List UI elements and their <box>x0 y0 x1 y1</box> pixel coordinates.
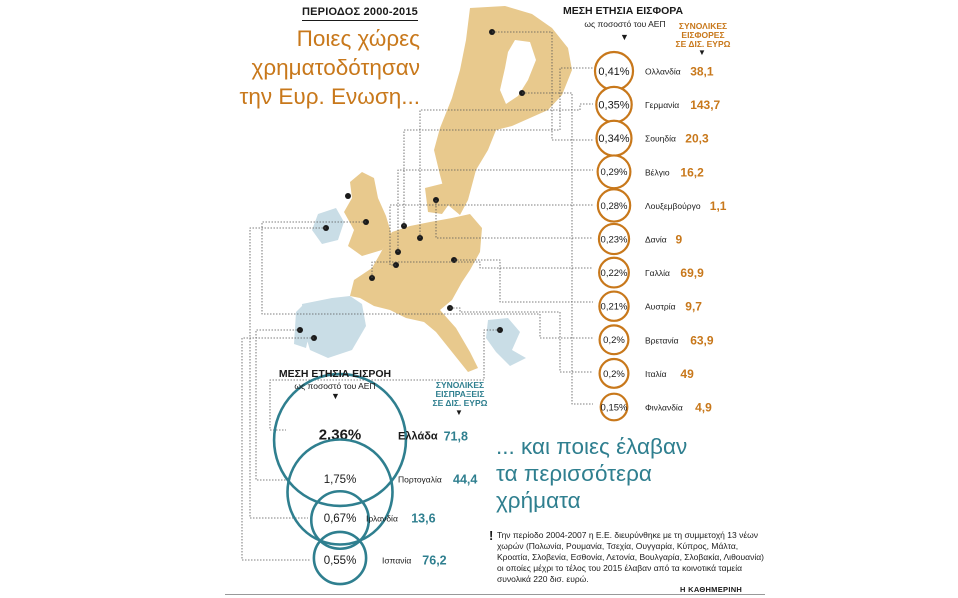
contrib-row <box>595 52 714 90</box>
contrib-row <box>596 87 720 122</box>
contrib-row <box>598 155 704 188</box>
recv-subheader: ως ποσοστό του ΑΕΠ <box>294 381 376 391</box>
footer-divider <box>225 594 765 595</box>
recipients-title <box>496 433 756 514</box>
contrib-total-label: 1,1 <box>709 198 727 213</box>
recv-pct-label: 2,36% <box>318 426 362 444</box>
contrib-pct-label: 0,22% <box>600 268 628 280</box>
recv-pct-label: 1,75% <box>323 474 357 487</box>
contrib-total-label: 9,7 <box>685 299 702 314</box>
period-label: ΠΕΡΙΟΔΟΣ 2000-2015 <box>302 6 418 21</box>
contrib-row <box>599 224 683 254</box>
contrib-country-label: Λουξεμβούργο <box>645 200 701 211</box>
contrib-country-label: Βρετανία <box>645 335 679 346</box>
contrib-total-label: 38,1 <box>690 64 714 79</box>
map-greece <box>486 318 526 366</box>
dot-sweden2 <box>345 193 351 199</box>
contributors-title-line: χρηματοδότησαν <box>251 55 420 80</box>
map-uk <box>344 172 392 256</box>
recv-total-header-line: ΕΙΣΠΡΑΞΕΙΣ <box>435 389 485 399</box>
contrib-country-label: Ιταλία <box>645 368 667 379</box>
contrib-total-label: 143,7 <box>690 98 721 113</box>
contrib-country-label: Σουηδία <box>645 133 676 144</box>
recipients-title-line: ... και ποιες έλαβαν <box>496 434 688 459</box>
contrib-pct-label: 0,29% <box>600 167 628 179</box>
contrib-row <box>597 121 709 156</box>
contrib-total-label: 9 <box>675 232 683 247</box>
recipients-title-line: χρήματα <box>496 488 581 513</box>
contrib-total-header-line: ΣΕ ΔΙΣ. ΕΥΡΩ <box>675 39 731 49</box>
contrib-country-label: Γαλλία <box>645 268 670 279</box>
contrib-row <box>599 258 704 288</box>
contrib-total-label: 63,9 <box>690 333 714 348</box>
recv-row <box>311 491 435 548</box>
recv-total-header-line: ΣΕ ΔΙΣ. ΕΥΡΩ <box>432 398 488 408</box>
contrib-total-label: 69,9 <box>680 266 704 281</box>
contrib-country-label: Αυστρία <box>645 301 676 312</box>
contrib-country-label: Δανία <box>645 234 667 245</box>
recv-total-header-line: ΣΥΝΟΛΙΚΕΣ <box>435 380 485 390</box>
recv-pct-label: 0,55% <box>323 555 357 568</box>
contrib-country-label: Ολλανδία <box>645 66 681 77</box>
contrib-row <box>600 359 694 388</box>
note-mark: ! <box>489 528 494 543</box>
contrib-pct-label: 0,15% <box>600 402 628 414</box>
contrib-total-arrow-icon: ▼ <box>698 48 706 57</box>
contrib-total-label: 4,9 <box>695 400 712 415</box>
contrib-country-label: Βέλγιο <box>645 167 670 178</box>
contrib-pct-label: 0,41% <box>598 65 630 78</box>
recipients-title-line: τα περισσότερα <box>496 461 652 486</box>
recv-total-label: 13,6 <box>411 511 436 526</box>
contrib-total-header <box>668 22 738 49</box>
contrib-pct-label: 0,34% <box>598 133 630 146</box>
contrib-total-header-line: ΣΥΝΟΛΙΚΕΣ <box>678 21 728 31</box>
recv-total-arrow-icon: ▼ <box>455 408 463 417</box>
recv-arrow-icon: ▼ <box>331 391 340 401</box>
contrib-row <box>600 325 714 354</box>
contributors-title-line: την Ευρ. Ενωση... <box>239 84 420 109</box>
contrib-row <box>598 189 727 221</box>
contrib-pct-label: 0,35% <box>598 99 630 112</box>
contrib-total-header-line: ΕΙΣΦΟΡΕΣ <box>681 30 725 40</box>
recv-country-label: Ιρλανδία <box>366 513 398 524</box>
recv-total-label: 76,2 <box>422 553 447 568</box>
recv-country-label: Ελλάδα <box>398 430 438 443</box>
recv-header: ΜΕΣΗ ΕΤΗΣΙΑ ΕΙΣΡΟΗ <box>278 368 392 380</box>
contributors-title <box>230 24 420 111</box>
credit: Η ΚΑΘΗΜΕΡΙΝΗ <box>680 585 743 594</box>
contrib-country-label: Γερμανία <box>645 100 680 111</box>
contrib-circles <box>595 52 727 420</box>
map-spain <box>302 296 366 358</box>
contrib-pct-label: 0,2% <box>603 368 625 380</box>
contrib-subheader: ως ποσοστό του ΑΕΠ <box>584 19 666 29</box>
recv-total-label: 44,4 <box>453 472 478 487</box>
contrib-row <box>599 292 702 321</box>
map-scandinavia <box>434 6 572 215</box>
contrib-pct-label: 0,28% <box>600 200 628 212</box>
recv-pct-label: 0,67% <box>323 513 357 526</box>
contrib-pct-label: 0,2% <box>603 335 625 347</box>
contrib-row <box>601 394 713 421</box>
contrib-arrow-icon: ▼ <box>620 32 629 42</box>
footnote: Την περίοδο 2004-2007 η Ε.Ε. διευρύνθηκε με τη συμμετοχή 13 νέων χωρών (Πολωνία, Ρουμανία, Τσεχία, Ουγγαρία, Κύπρος, Μάλτα, Κροατία, Σλοβενία, Εσθονία, Λετονία, Βουλγαρία, Σλοβακία, Λιθουανία) οι οποίες μέχρι το τέλος του 2015 έλαβαν από τα κοινοτικά ταμεία συνολικά 220 δισ. ευρώ. <box>497 530 764 584</box>
contrib-pct-label: 0,23% <box>600 234 628 246</box>
contrib-total-label: 20,3 <box>685 131 709 146</box>
contrib-country-label: Φινλανδία <box>645 402 683 413</box>
recv-row <box>314 532 447 584</box>
recv-country-label: Πορτογαλία <box>398 474 442 485</box>
recv-total-label: 71,8 <box>443 429 468 444</box>
contributors-title-line: Ποιες χώρες <box>296 26 420 51</box>
recv-total-header <box>420 381 500 408</box>
contrib-total-label: 49 <box>680 366 694 381</box>
contrib-total-label: 16,2 <box>680 165 704 180</box>
contrib-header: ΜΕΣΗ ΕΤΗΣΙΑ ΕΙΣΦΟΡΑ <box>562 5 684 17</box>
recv-country-label: Ισπανία <box>382 555 412 566</box>
contrib-pct-label: 0,21% <box>600 301 628 313</box>
